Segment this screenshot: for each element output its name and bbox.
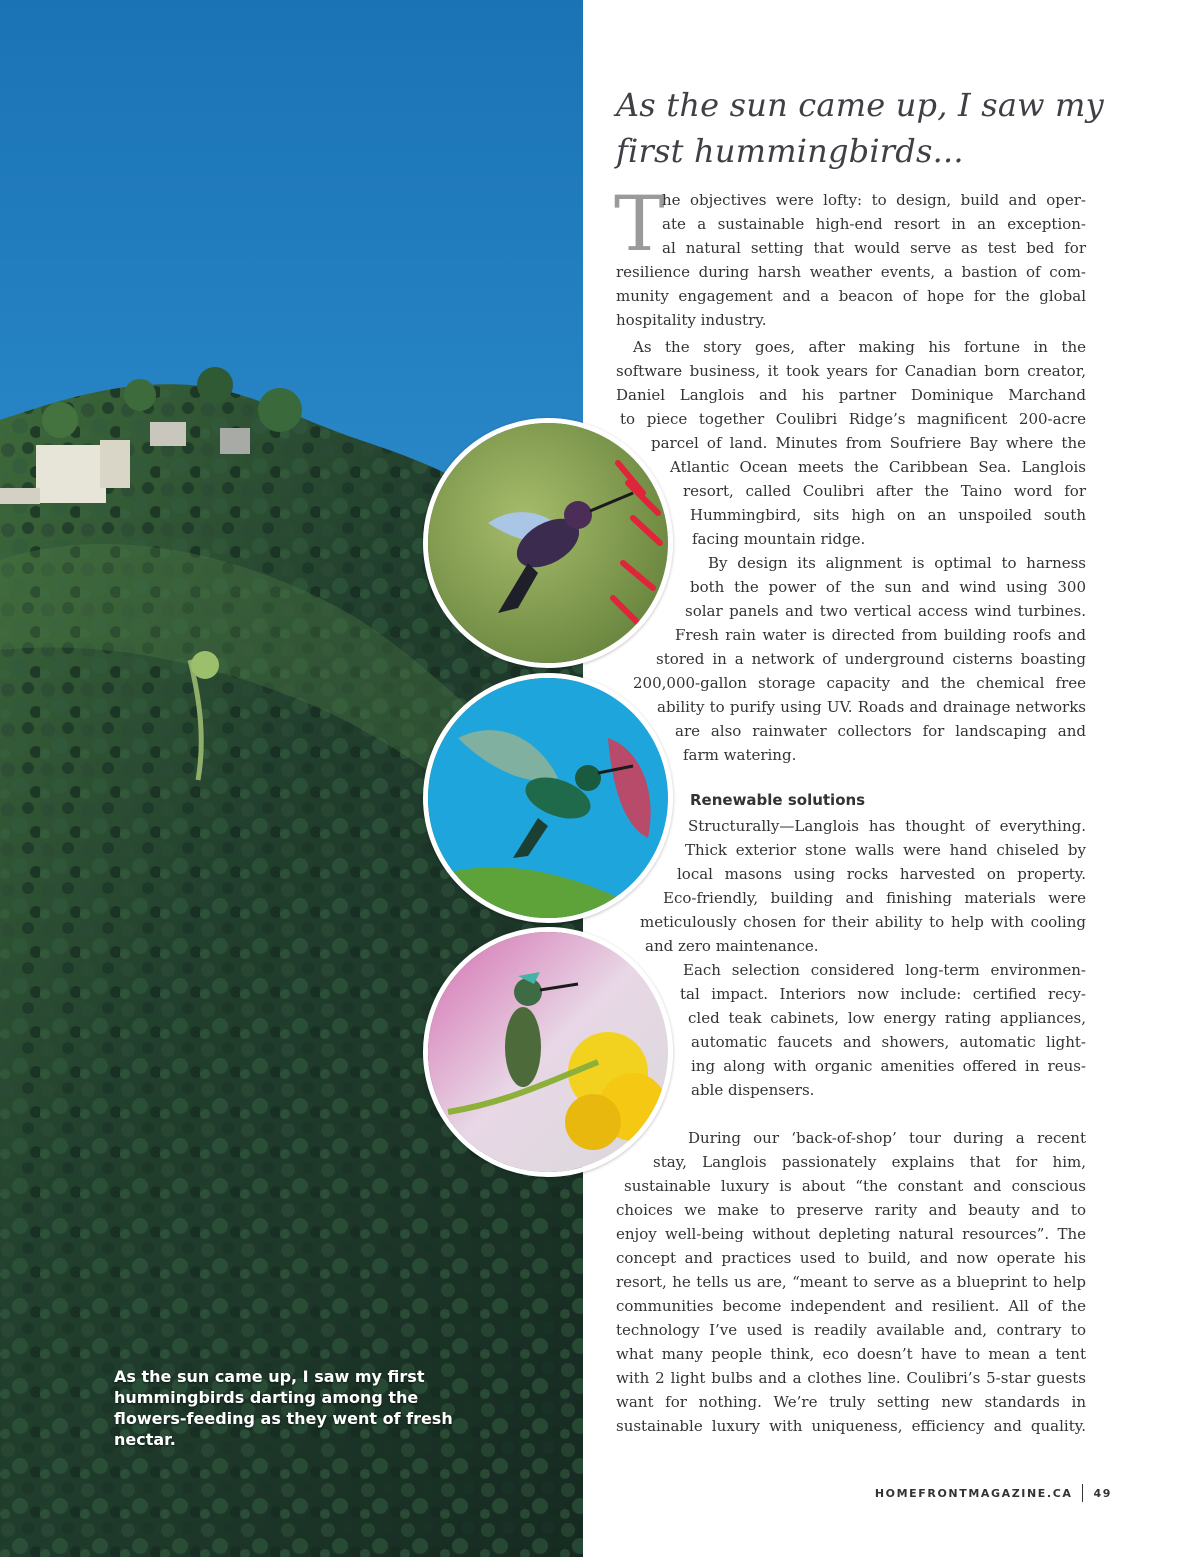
green-hummingbird-art — [428, 678, 668, 918]
page-footer — [875, 1484, 1112, 1502]
body-line: ate a sustainable high-end resort in an exception- — [662, 215, 1086, 233]
body-line: want for nothing. We’re truly setting new standards in — [616, 1393, 1086, 1411]
hummingbird-photo-1 — [423, 418, 673, 668]
body-line: solar panels and two vertical access wind turbines. — [685, 602, 1086, 620]
body-line: and zero maintenance. — [645, 937, 819, 955]
body-line: both the power of the sun and wind using 300 — [690, 578, 1086, 596]
body-line: stored in a network of underground cisterns boasting — [656, 650, 1086, 668]
body-line: sustainable luxury is about “the constant and conscious — [624, 1177, 1086, 1195]
body-line: hospitality industry. — [616, 311, 767, 329]
body-line: As the story goes, after making his fortune in the — [633, 338, 1086, 356]
body-line: Eco-friendly, building and finishing materials were — [663, 889, 1086, 907]
body-line: 200,000-gallon storage capacity and the chemical free — [633, 674, 1086, 692]
body-line: Thick exterior stone walls were hand chiseled by — [685, 841, 1086, 859]
purple-hummingbird-art — [428, 423, 668, 663]
body-line: munity engagement and a beacon of hope for the global — [616, 287, 1086, 305]
body-line: concept and practices used to build, and now operate his — [616, 1249, 1086, 1267]
crested-hummingbird-art — [428, 932, 668, 1172]
body-line: Fresh rain water is directed from building roofs and — [675, 626, 1086, 644]
body-line: parcel of land. Minutes from Soufriere Bay where the — [651, 434, 1086, 452]
body-line: with 2 light bulbs and a clothes line. Coulibri’s 5-star guests — [616, 1369, 1086, 1387]
body-line: stay, Langlois passionately explains that for him, — [653, 1153, 1086, 1171]
footer-divider — [1082, 1484, 1083, 1502]
photo-caption: As the sun came up, I saw my first hummingbirds darting among the flowers-feeding as they went of fresh nectar. — [114, 1367, 453, 1449]
body-line: software business, it took years for Canadian born creator, — [616, 362, 1086, 380]
body-line: to piece together Coulibri Ridge’s magnificent 200-acre — [620, 410, 1086, 428]
body-line: Hummingbird, sits high on an unspoiled south — [690, 506, 1086, 524]
body-line: farm watering. — [683, 746, 797, 764]
body-line: are also rainwater collectors for landscaping and — [675, 722, 1086, 740]
body-line: meticulously chosen for their ability to help with cooling — [640, 913, 1086, 931]
drop-cap: T — [614, 179, 665, 268]
page-number: 49 — [1093, 1486, 1112, 1500]
body-line: tal impact. Interiors now include: certified recy- — [680, 985, 1086, 1003]
body-line: he objectives were lofty: to design, build and oper- — [662, 191, 1086, 209]
body-line: ing along with organic amenities offered in reus- — [691, 1057, 1086, 1075]
body-line: automatic faucets and showers, automatic light- — [691, 1033, 1086, 1051]
hummingbird-photo-2 — [423, 673, 673, 923]
body-line: technology I’ve used is readily available and, contrary to — [616, 1321, 1086, 1339]
body-line: facing mountain ridge. — [692, 530, 866, 548]
body-line: able dispensers. — [691, 1081, 815, 1099]
body-line: Structurally—Langlois has thought of everything. — [688, 817, 1086, 835]
body-line: Each selection considered long-term environmen- — [683, 961, 1086, 979]
body-line: enjoy well-being without depleting natural resources”. The — [616, 1225, 1086, 1243]
body-line: During our ‘back-of-shop’ tour during a recent — [688, 1129, 1086, 1147]
body-line: Daniel Langlois and his partner Dominique Marchand — [616, 386, 1086, 404]
body-line: communities become independent and resilient. All of the — [616, 1297, 1086, 1315]
body-line: cled teak cabinets, low energy rating appliances, — [688, 1009, 1086, 1027]
body-line: By design its alignment is optimal to harness — [708, 554, 1086, 572]
body-line: al natural setting that would serve as test bed for — [662, 239, 1086, 257]
body-line: what many people think, eco doesn’t have to mean a tent — [616, 1345, 1086, 1363]
article-headline: As the sun came up, I saw my first hummingbirds... — [616, 86, 1104, 170]
footer-site: HOMEFRONTMAGAZINE.CA — [874, 1486, 1073, 1500]
body-line: choices we make to preserve rarity and beauty and to — [616, 1201, 1086, 1219]
body-line: Atlantic Ocean meets the Caribbean Sea. Langlois — [670, 458, 1086, 476]
hummingbird-photo-3 — [423, 927, 673, 1177]
body-line: ability to purify using UV. Roads and drainage networks — [657, 698, 1086, 716]
body-line: sustainable luxury with uniqueness, efficiency and quality. — [616, 1417, 1086, 1435]
section-subheading: Renewable solutions — [690, 791, 866, 809]
body-line: local masons using rocks harvested on property. — [677, 865, 1086, 883]
body-line: resort, he tells us are, “meant to serve as a blueprint to help — [616, 1273, 1086, 1291]
body-line: resilience during harsh weather events, a bastion of com- — [616, 263, 1086, 281]
body-line: resort, called Coulibri after the Taino word for — [683, 482, 1086, 500]
